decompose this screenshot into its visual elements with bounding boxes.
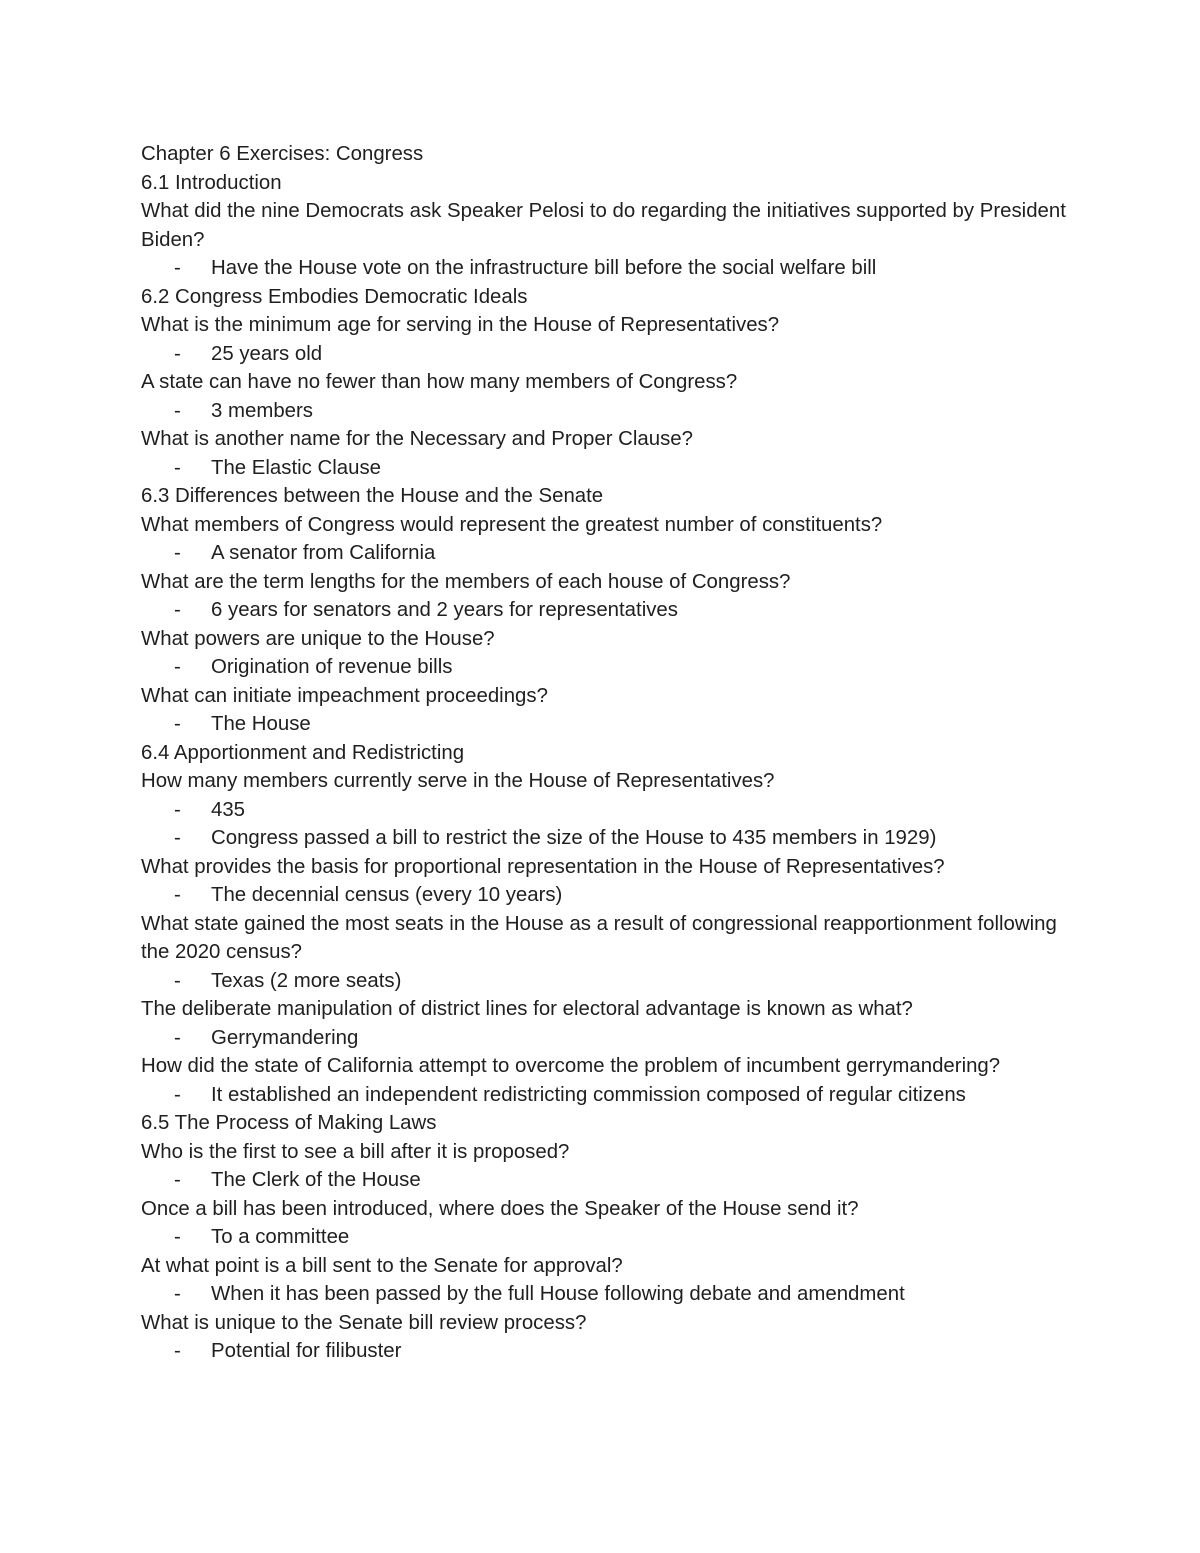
- answer-item: [141, 796, 1081, 825]
- answer-text: The House: [211, 713, 311, 735]
- bullet-dash: -: [174, 798, 181, 821]
- section-heading: 6.3 Differences between the House and the Senate: [141, 485, 604, 507]
- answer-text: It established an independent redistricting commission composed of regular citizens: [211, 1083, 966, 1106]
- answer-item: [141, 967, 1081, 996]
- answer-text: Texas (2 more seats): [211, 969, 402, 992]
- answer-item: [141, 454, 1081, 483]
- question-text: What state gained the most seats in the House as a result of congressional reapportionment following the 2020 census?: [141, 912, 1057, 963]
- bullet-dash: -: [174, 1340, 181, 1362]
- bullet-dash: -: [174, 399, 181, 422]
- bullet-dash: -: [174, 1026, 181, 1049]
- question-text: How many members currently serve in the House of Representatives?: [141, 770, 775, 792]
- bullet-dash: -: [174, 713, 181, 735]
- bullet-dash: -: [174, 656, 181, 678]
- question-text: What did the nine Democrats ask Speaker Pelosi to do regarding the initiatives supported by President Biden?: [141, 200, 1066, 251]
- bullet-dash: -: [174, 1283, 181, 1305]
- bullet-dash: -: [174, 1226, 181, 1248]
- answer-text: Potential for filibuster: [211, 1340, 402, 1362]
- bullet-dash: -: [174, 542, 181, 564]
- question-text: What is unique to the Senate bill review process?: [141, 1311, 587, 1334]
- answer-item: [141, 340, 1081, 369]
- answer-item: [141, 710, 1081, 739]
- answer-item: [141, 539, 1081, 568]
- question-text: What provides the basis for proportional representation in the House of Representatives?: [141, 855, 945, 878]
- section-heading: 6.4 Apportionment and Redistricting: [141, 741, 465, 764]
- answer-text: Congress passed a bill to restrict the size of the House to 435 members in 1929): [211, 827, 937, 849]
- question-text: A state can have no fewer than how many members of Congress?: [141, 371, 738, 393]
- answer-text: The Elastic Clause: [211, 456, 381, 479]
- bullet-dash: -: [174, 456, 181, 479]
- question-text: What are the term lengths for the members of each house of Congress?: [141, 570, 791, 593]
- question-text: What can initiate impeachment proceedings?: [141, 684, 548, 707]
- document-title: Chapter 6 Exercises: Congress: [141, 143, 424, 165]
- question-text: Who is the first to see a bill after it is proposed?: [141, 1140, 570, 1163]
- answer-item: [141, 254, 1081, 283]
- answer-item: [141, 1223, 1081, 1252]
- section-heading: 6.5 The Process of Making Laws: [141, 1112, 437, 1134]
- answer-item: [141, 1166, 1081, 1195]
- question-text: Once a bill has been introduced, where does the Speaker of the House send it?: [141, 1197, 859, 1220]
- question-text: What powers are unique to the House?: [141, 627, 495, 650]
- answer-text: Origination of revenue bills: [211, 656, 453, 678]
- bullet-dash: -: [174, 1169, 181, 1191]
- answer-text: The Clerk of the House: [211, 1169, 421, 1191]
- answer-item: [141, 824, 1081, 853]
- answer-text: Have the House vote on the infrastructure bill before the social welfare bill: [211, 257, 877, 279]
- answer-text: When it has been passed by the full House following debate and amendment: [211, 1283, 905, 1305]
- answer-item: [141, 653, 1081, 682]
- answer-text: 435: [211, 798, 246, 821]
- answer-item: [141, 397, 1081, 426]
- answer-text: To a committee: [211, 1226, 350, 1248]
- answer-item: [141, 596, 1081, 625]
- section-heading: 6.1 Introduction: [141, 171, 282, 194]
- document-body: [141, 140, 1081, 1366]
- question-text: What is another name for the Necessary and Proper Clause?: [141, 428, 693, 450]
- bullet-dash: -: [174, 969, 181, 992]
- answer-item: [141, 1280, 1081, 1309]
- bullet-dash: -: [174, 599, 181, 621]
- answer-text: The decennial census (every 10 years): [211, 884, 563, 906]
- question-text: At what point is a bill sent to the Senate for approval?: [141, 1254, 623, 1277]
- bullet-dash: -: [174, 342, 181, 365]
- answer-text: 6 years for senators and 2 years for representatives: [211, 599, 678, 621]
- question-text: The deliberate manipulation of district lines for electoral advantage is known as what?: [141, 998, 913, 1020]
- answer-text: A senator from California: [211, 542, 436, 564]
- bullet-dash: -: [174, 884, 181, 906]
- answer-text: 25 years old: [211, 342, 323, 365]
- question-text: What members of Congress would represent the greatest number of constituents?: [141, 513, 883, 536]
- answer-text: 3 members: [211, 399, 313, 422]
- section-heading: 6.2 Congress Embodies Democratic Ideals: [141, 285, 528, 308]
- answer-item: [141, 1337, 1081, 1366]
- answer-item: [141, 881, 1081, 910]
- answer-item: [141, 1024, 1081, 1053]
- question-text: What is the minimum age for serving in the House of Representatives?: [141, 314, 780, 336]
- answer-item: [141, 1081, 1081, 1110]
- answer-text: Gerrymandering: [211, 1026, 359, 1049]
- bullet-dash: -: [174, 1083, 181, 1106]
- bullet-dash: -: [174, 827, 181, 849]
- bullet-dash: -: [174, 257, 181, 279]
- question-text: How did the state of California attempt to overcome the problem of incumbent gerrymandering?: [141, 1055, 1001, 1077]
